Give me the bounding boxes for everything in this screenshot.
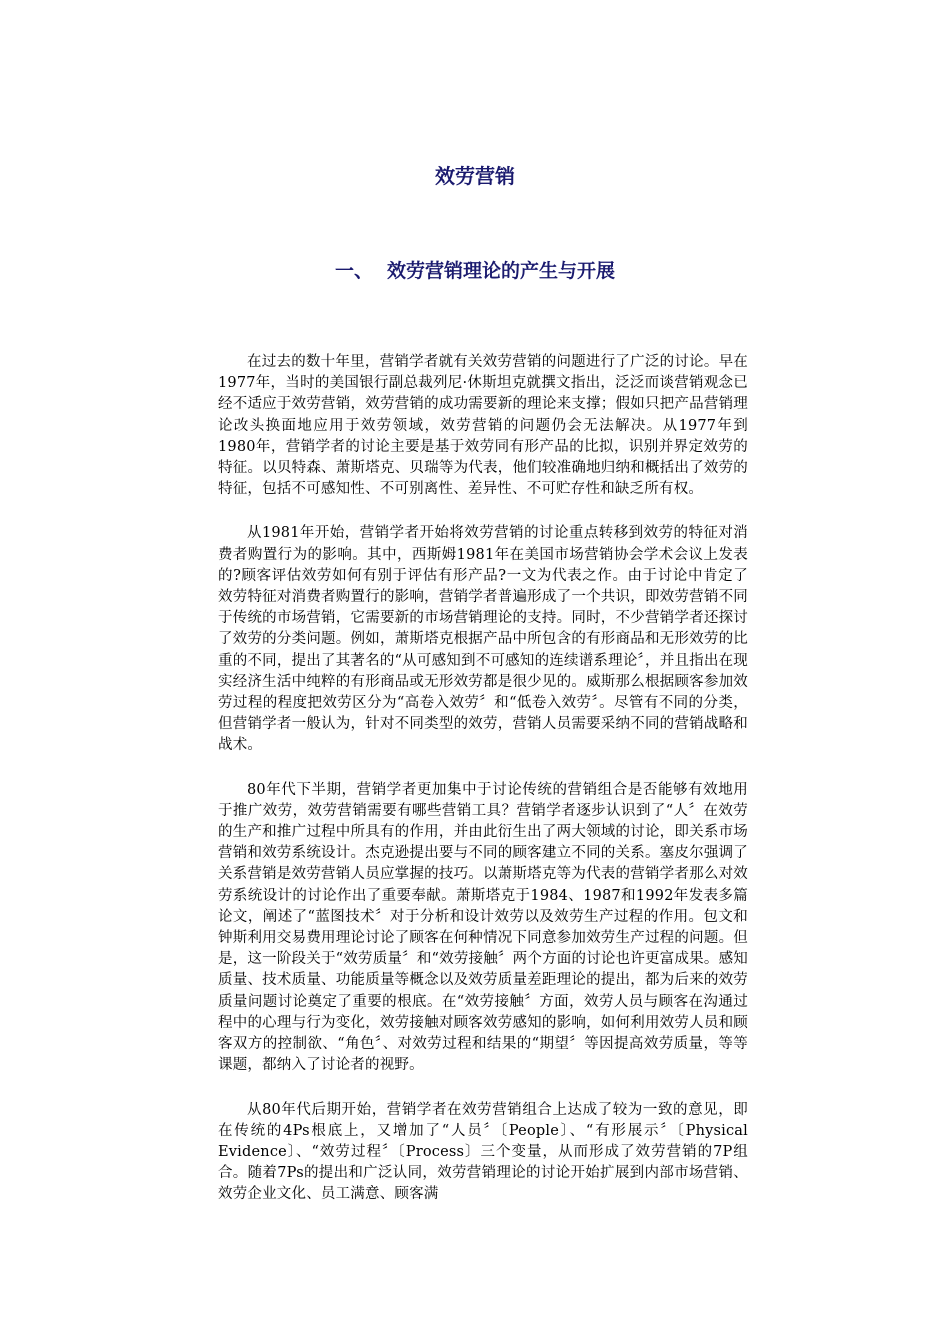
paragraph-3: 80年代下半期，营销学者更加集中于讨论传统的营销组合是否能够有效地用于推广效劳，效劳营销需要有哪些营销工具？营销学者逐步认识到了“人〞在效劳的生产和推广过程中所具有的作用，并由此衍生出了两大领域的讨论，即关系市场营销和效劳系统设计。杰克逊提出要与不同的顾客建立不同的关系。塞皮尔强调了关系营销是效劳营销人员应掌握的技巧。以萧斯塔克等为代表的营销学者那么对效劳系统设计的讨论作出了重要奉献。萧斯塔克于1984、1987和1992年发表多篇论文，阐述了“蓝图技术〞对于分析和设计效劳以及效劳生产过程的作用。包文和钟斯利用交易费用理论讨论了顾客在何种情况下同意参加效劳生产过程的问题。但是，这一阶段关于“效劳质量〞和“效劳接触〞两个方面的讨论也许更富成果。感知质量、技术质量、功能质量等概念以及效劳质量差距理论的提出，都为后来的效劳质量问题讨论奠定了重要的根底。在“效劳接触〞方面，效劳人员与顾客在沟通过程中的心理与行为变化，效劳接触对顾客效劳感知的影响，如何利用效劳人员和顾客双方的控制欲、“角色〞、对效劳过程和结果的“期望〞等因提高效劳质量，等等课题，都纳入了讨论者的视野。	[218, 781, 748, 1074]
body-text	[218, 352, 748, 1229]
section-heading-text: 效劳营销理论的产生与开展	[387, 260, 616, 282]
section-number: 一、	[334, 260, 373, 282]
document-title: 效劳营销	[435, 164, 515, 188]
paragraph-4: 从80年代后期开始，营销学者在效劳营销组合上达成了较为一致的意见，即在传统的4Ps根底上，又增加了“人员〞〔People〕、“有形展示〞〔Physical Evidence〕、“效劳过程〞〔Process〕三个变量，从而形成了效劳营销的7P组合。随着7Ps的提出和广泛认同，效劳营销理论的讨论开始扩展到内部市场营销、效劳企业文化、员工满意、顾客满	[218, 1101, 748, 1203]
section-heading	[0, 257, 950, 285]
paragraph-2: 从1981年开始，营销学者开始将效劳营销的讨论重点转移到效劳的特征对消费者购置行为的影响。其中，西斯姆1981年在美国市场营销协会学术会议上发表的?顾客评估效劳如何有别于评估有形产品?一文为代表之作。由于讨论中肯定了效劳特征对消费者购置行的影响，营销学者普遍形成了一个共识，即效劳营销不同于传统的市场营销，它需要新的市场营销理论的支持。同时，不少营销学者还探讨了效劳的分类问题。例如，萧斯塔克根据产品中所包含的有形商品和无形效劳的比重的不同，提出了其著名的“从可感知到不可感知的连续谱系理论〞，并且指出在现实经济生活中纯粹的有形商品或无形效劳都是很少见的。威斯那么根据顾客参加效劳过程的程度把效劳区分为“高卷入效劳〞和“低卷入效劳〞。尽管有不同的分类，但营销学者一般认为，针对不同类型的效劳，营销人员需要采纳不同的营销战略和战术。	[218, 525, 748, 754]
paragraph-1: 在过去的数十年里，营销学者就有关效劳营销的问题进行了广泛的讨论。早在1977年，当时的美国银行副总裁列尼·休斯坦克就撰文指出，泛泛而谈营销观念已经不适应于效劳营销，效劳营销的成功需要新的理论来支撑；假如只把产品营销理论改头换面地应用于效劳领域，效劳营销的问题仍会无法解决。从1977年到1980年，营销学者的讨论主要是基于效劳同有形产品的比拟，识别并界定效劳的特征。以贝特森、萧斯塔克、贝瑞等为代表，他们较准确地归纳和概括出了效劳的特征，包括不可感知性、不可别离性、差异性、不可贮存性和缺乏所有权。	[218, 354, 748, 498]
